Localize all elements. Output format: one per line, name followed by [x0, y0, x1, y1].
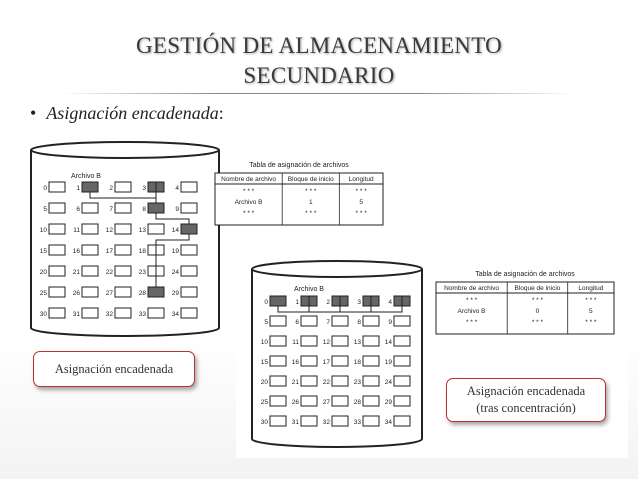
- block-allocated: [148, 287, 164, 297]
- block-number: 18: [353, 359, 361, 366]
- block-number: 9: [388, 319, 392, 326]
- block-number: 8: [357, 319, 361, 326]
- block-number: 33: [138, 311, 146, 318]
- caption-chained-allocation: Asignación encadenada: [33, 351, 195, 387]
- block-number: 3: [357, 299, 361, 306]
- table-cell: 5: [359, 199, 363, 206]
- table-title: Tabla de asignación de archivos: [475, 271, 575, 278]
- table-cell: * * *: [305, 210, 317, 217]
- slide-title-line2: SECUNDARIO: [243, 63, 395, 88]
- block-number: 20: [260, 379, 268, 386]
- block-free: [332, 356, 348, 366]
- block-free: [115, 245, 131, 255]
- figure-chained-allocation-compacted: [236, 243, 628, 458]
- table-cell: * * *: [585, 297, 597, 304]
- block-number: 8: [142, 206, 146, 213]
- block-number: 24: [171, 269, 179, 276]
- table-cell: 5: [589, 308, 593, 315]
- block-number: 5: [43, 206, 47, 213]
- table-header: Bloque de inicio: [287, 176, 334, 183]
- block-free: [82, 203, 98, 213]
- block-number: 4: [175, 185, 179, 192]
- block-number: 32: [322, 419, 330, 426]
- block-number: 3: [142, 185, 146, 192]
- block-number: 12: [322, 339, 330, 346]
- block-number: 23: [138, 269, 146, 276]
- table-cell: * * *: [305, 188, 317, 195]
- bullet-text: Asignación encadenada: [46, 103, 219, 123]
- block-number: 0: [43, 185, 47, 192]
- table-header: Longitud: [348, 176, 374, 183]
- block-number: 28: [138, 290, 146, 297]
- block-free: [181, 182, 197, 192]
- caption-line1: Asignación encadenada: [466, 384, 586, 398]
- block-number: 25: [260, 399, 268, 406]
- block-free: [115, 308, 131, 318]
- block-free: [82, 245, 98, 255]
- block-free: [115, 266, 131, 276]
- block-number: 7: [109, 206, 113, 213]
- block-number: 4: [388, 299, 392, 306]
- block-free: [270, 376, 286, 386]
- block-number: 2: [326, 299, 330, 306]
- table-cell: * * *: [531, 297, 544, 304]
- table-cell: * * *: [585, 319, 597, 326]
- block-free: [363, 416, 379, 426]
- block-free: [49, 182, 65, 192]
- block-free: [363, 376, 379, 386]
- block-number: 14: [384, 339, 392, 346]
- table-cell: Archivo B: [234, 199, 263, 206]
- block-free: [115, 203, 131, 213]
- block-number: 30: [39, 311, 47, 318]
- block-free: [332, 336, 348, 346]
- block-free: [115, 182, 131, 192]
- block-number: 26: [291, 399, 299, 406]
- block-number: 20: [39, 269, 47, 276]
- block-number: 17: [105, 248, 113, 255]
- block-number: 13: [353, 339, 361, 346]
- block-free: [49, 245, 65, 255]
- table-cell: * * *: [465, 319, 478, 326]
- table-cell: Archivo B: [457, 308, 486, 315]
- block-number: 30: [260, 419, 268, 426]
- block-number: 27: [105, 290, 113, 297]
- block-free: [394, 396, 410, 406]
- block-free: [270, 416, 286, 426]
- block-free: [49, 266, 65, 276]
- block-free: [181, 287, 197, 297]
- block-number: 7: [326, 319, 330, 326]
- bullet-point: [30, 103, 224, 124]
- block-number: 28: [353, 399, 361, 406]
- block-free: [301, 396, 317, 406]
- block-number: 33: [353, 419, 361, 426]
- table-header: Longitud: [578, 285, 604, 292]
- bullet-suffix: :: [218, 103, 224, 123]
- block-number: 32: [105, 311, 113, 318]
- block-free: [363, 316, 379, 326]
- block-number: 34: [384, 419, 392, 426]
- block-number: 34: [171, 311, 179, 318]
- block-free: [148, 224, 164, 234]
- block-free: [363, 396, 379, 406]
- block-number: 1: [76, 185, 80, 192]
- block-number: 12: [105, 227, 113, 234]
- block-number: 25: [39, 290, 47, 297]
- block-free: [181, 308, 197, 318]
- block-free: [148, 308, 164, 318]
- title-divider: [60, 93, 575, 94]
- block-number: 19: [171, 248, 179, 255]
- block-free: [49, 287, 65, 297]
- block-number: 17: [322, 359, 330, 366]
- block-free: [82, 308, 98, 318]
- block-number: 1: [295, 299, 299, 306]
- bullet-dot: •: [30, 103, 37, 123]
- block-number: 29: [384, 399, 392, 406]
- block-number: 27: [322, 399, 330, 406]
- block-number: 9: [175, 206, 179, 213]
- block-free: [270, 396, 286, 406]
- block-free: [394, 376, 410, 386]
- caption-chained-allocation-compacted: [446, 378, 606, 422]
- block-free: [301, 336, 317, 346]
- block-free: [82, 287, 98, 297]
- block-number: 26: [72, 290, 80, 297]
- block-number: 15: [39, 248, 47, 255]
- block-number: 5: [264, 319, 268, 326]
- block-free: [49, 308, 65, 318]
- block-number: 21: [291, 379, 299, 386]
- block-number: 31: [291, 419, 299, 426]
- block-number: 23: [353, 379, 361, 386]
- block-free: [363, 356, 379, 366]
- block-allocated: [148, 203, 164, 213]
- block-allocated: [82, 182, 98, 192]
- caption-line2: (tras concentración): [476, 401, 576, 415]
- block-number: 10: [39, 227, 47, 234]
- table-cell: * * *: [242, 188, 255, 195]
- table-cell: 0: [535, 308, 540, 315]
- table-cell: * * *: [465, 297, 478, 304]
- block-free: [332, 416, 348, 426]
- slide-title-line1: GESTIÓN DE ALMACENAMIENTO: [135, 33, 503, 58]
- table-header: Nombre de archivo: [444, 285, 500, 292]
- block-free: [301, 416, 317, 426]
- block-free: [270, 356, 286, 366]
- table-header: Nombre de archivo: [221, 176, 277, 183]
- block-free: [181, 266, 197, 276]
- block-number: 29: [171, 290, 179, 297]
- table-cell: 1: [308, 199, 313, 206]
- block-number: 31: [72, 311, 80, 318]
- block-number: 22: [322, 379, 330, 386]
- block-number: 22: [105, 269, 113, 276]
- block-free: [301, 316, 317, 326]
- block-number: 6: [295, 319, 299, 326]
- block-free: [270, 336, 286, 346]
- block-number: 6: [76, 206, 80, 213]
- disk-diagram-2: [236, 243, 628, 458]
- block-number: 16: [72, 248, 80, 255]
- block-free: [181, 203, 197, 213]
- table-cell: * * *: [242, 210, 255, 217]
- file-label: Archivo B: [71, 173, 101, 180]
- block-number: 11: [292, 339, 299, 346]
- block-free: [332, 376, 348, 386]
- block-number: 18: [138, 248, 146, 255]
- block-free: [301, 356, 317, 366]
- block-free: [394, 356, 410, 366]
- table-cell: * * *: [355, 188, 367, 195]
- block-free: [181, 245, 197, 255]
- table-cell: * * *: [531, 319, 544, 326]
- block-number: 13: [138, 227, 146, 234]
- block-free: [394, 336, 410, 346]
- block-number: 14: [171, 227, 179, 234]
- block-free: [115, 287, 131, 297]
- disk-cylinder-top: [31, 142, 219, 158]
- block-free: [332, 396, 348, 406]
- block-free: [49, 203, 65, 213]
- block-number: 16: [291, 359, 299, 366]
- block-number: 24: [384, 379, 392, 386]
- block-free: [332, 316, 348, 326]
- block-allocated: [270, 296, 286, 306]
- block-free: [394, 316, 410, 326]
- block-number: 21: [72, 269, 80, 276]
- block-number: 2: [109, 185, 113, 192]
- block-allocated: [181, 224, 197, 234]
- block-number: 19: [384, 359, 392, 366]
- block-free: [82, 224, 98, 234]
- disk-cylinder-top: [252, 261, 422, 277]
- block-number: 10: [260, 339, 268, 346]
- block-free: [301, 376, 317, 386]
- block-free: [49, 224, 65, 234]
- block-number: 11: [73, 227, 80, 234]
- table-header: Bloque de inicio: [514, 285, 561, 292]
- block-free: [115, 224, 131, 234]
- file-label: Archivo B: [294, 286, 324, 293]
- table-title: Tabla de asignación de archivos: [249, 162, 349, 169]
- block-number: 15: [260, 359, 268, 366]
- block-free: [82, 266, 98, 276]
- table-cell: * * *: [355, 210, 367, 217]
- block-free: [394, 416, 410, 426]
- block-free: [270, 316, 286, 326]
- block-free: [363, 336, 379, 346]
- block-number: 0: [264, 299, 268, 306]
